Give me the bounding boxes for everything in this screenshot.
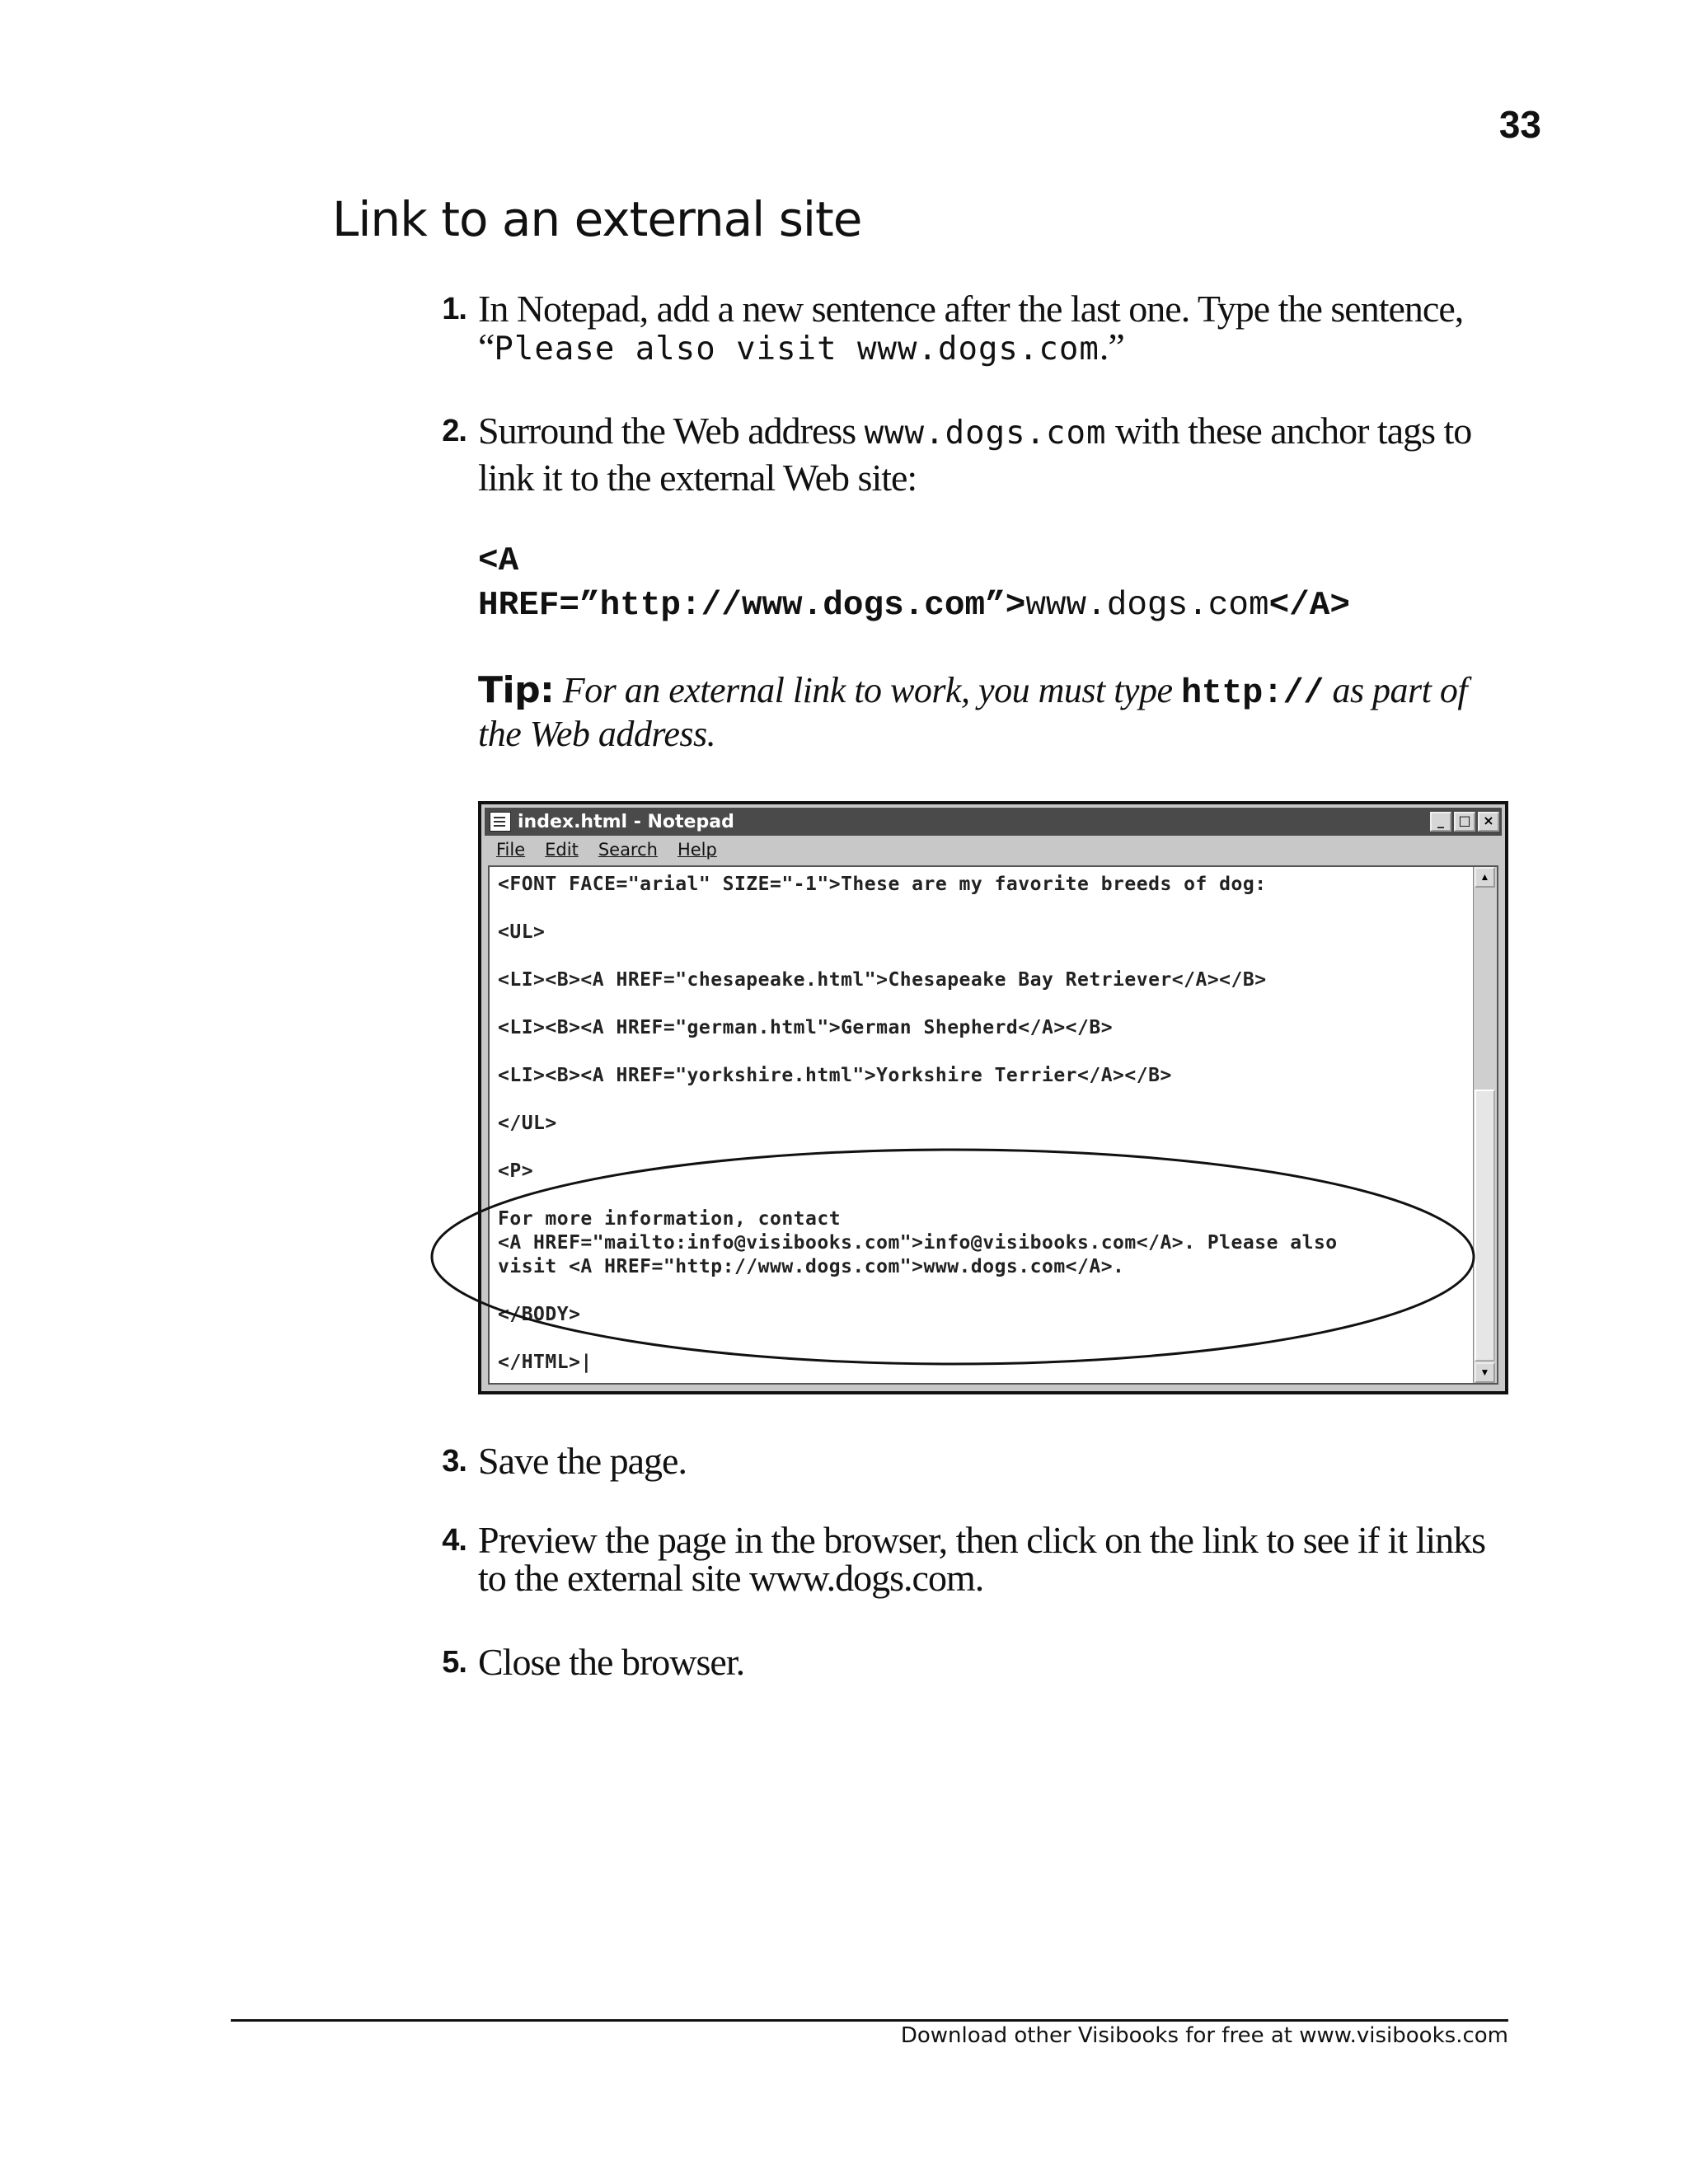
menu-search[interactable]: Search — [598, 840, 658, 860]
code-bold: </A> — [1268, 587, 1350, 625]
step-text — [478, 290, 1492, 368]
step-text-part: Surround the Web address — [478, 410, 865, 452]
step-text: Preview the page in the browser, then click on the link to see if it links to the external site www.dogs.com. — [478, 1519, 1486, 1599]
editor-line: <FONT FACE="arial" SIZE="-1">These are my favorite breeds of dog: — [498, 874, 1267, 895]
page-number: 33 — [1498, 103, 1541, 146]
editor-line: For more information, contact — [498, 1208, 842, 1230]
step-text-part: with these anchor tags to link it to the external Web site: — [478, 410, 1472, 499]
code-bold: <A — [478, 542, 519, 580]
code-plain: www.dogs.com — [1025, 587, 1269, 625]
editor-line: </UL> — [498, 1113, 557, 1134]
code-example — [478, 539, 1550, 628]
editor-line: </BODY> — [498, 1304, 581, 1325]
vertical-scrollbar[interactable] — [1473, 867, 1497, 1383]
menu-edit[interactable]: Edit — [545, 840, 579, 860]
tip-text: as part of the Web address. — [478, 670, 1468, 754]
step-text-part: In Notepad, add a new sentence after the last one. Type the sentence, “ — [478, 288, 1464, 368]
code-line — [478, 583, 1550, 628]
footer-text: Download other Visibooks for free at www.visibooks.com — [900, 2023, 1508, 2048]
step-number: 2. — [442, 414, 467, 448]
step-number: 4. — [442, 1523, 467, 1558]
scroll-up-icon[interactable]: ▲ — [1475, 867, 1495, 888]
close-button[interactable]: × — [1478, 812, 1499, 832]
editor-line: </HTML>| — [498, 1352, 593, 1373]
step-number: 1. — [442, 292, 467, 326]
step-number: 5. — [442, 1645, 467, 1680]
editor-line: <UL> — [498, 921, 546, 943]
editor-line: visit <A HREF="http://www.dogs.com">www.dogs.com</A>. — [498, 1256, 1125, 1277]
footer-rule — [231, 2019, 1508, 2022]
code-bold: HREF=”http://www.dogs.com”> — [478, 587, 1026, 625]
section-title: Link to an external site — [332, 191, 862, 247]
editor-line: <LI><B><A HREF="german.html">German Shepherd</A></B> — [498, 1017, 1114, 1038]
step-text — [478, 409, 1492, 500]
editor-line: <P> — [498, 1160, 534, 1182]
step-text-part: .” — [1099, 326, 1124, 368]
text-editor[interactable] — [488, 865, 1498, 1385]
step-text: Save the page. — [478, 1440, 687, 1482]
tip-code: http:// — [1181, 673, 1324, 713]
scroll-down-icon[interactable]: ▼ — [1475, 1362, 1495, 1383]
inline-code: www.dogs.com — [864, 415, 1107, 452]
notepad-titlebar — [485, 808, 1502, 836]
tip — [478, 670, 1517, 755]
notepad-icon — [490, 812, 511, 832]
menu-file[interactable]: File — [496, 840, 526, 860]
step-number: 3. — [442, 1444, 467, 1479]
tip-text: For an external link to work, you must type — [554, 670, 1181, 710]
notepad-screenshot — [478, 801, 1508, 1394]
maximize-button[interactable]: □ — [1454, 812, 1475, 832]
code-line — [478, 539, 1550, 583]
inline-code: Please also visit www.dogs.com — [494, 330, 1100, 368]
menubar — [485, 837, 1502, 862]
scroll-thumb[interactable] — [1475, 1090, 1495, 1361]
editor-line: <LI><B><A HREF="chesapeake.html">Chesapeake Bay Retriever</A></B> — [498, 969, 1267, 991]
step-text: Close the browser. — [478, 1641, 745, 1683]
tip-label: Tip: — [478, 669, 555, 711]
menu-help[interactable]: Help — [677, 840, 717, 860]
window-title: index.html - Notepad — [518, 811, 734, 832]
editor-line: <A HREF="mailto:info@visibooks.com">info@visibooks.com</A>. Please also — [498, 1232, 1338, 1254]
editor-line: <LI><B><A HREF="yorkshire.html">Yorkshire Terrier</A></B> — [498, 1065, 1172, 1086]
minimize-button[interactable]: _ — [1430, 812, 1451, 832]
